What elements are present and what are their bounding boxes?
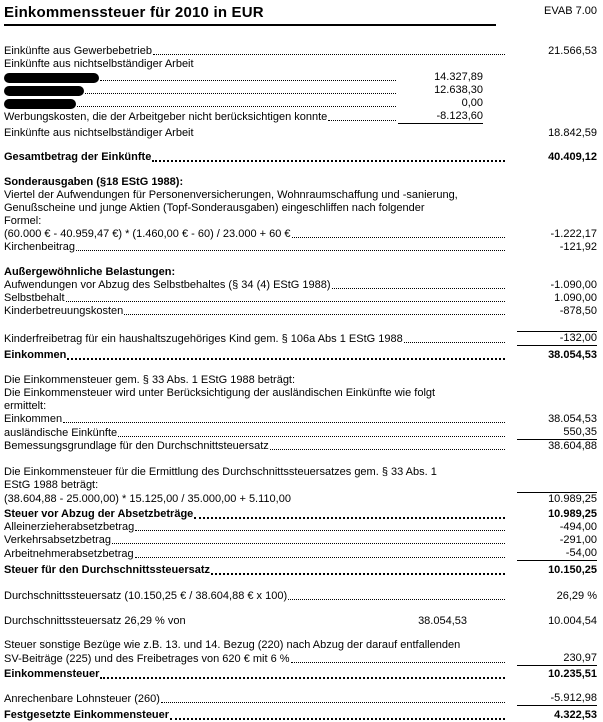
report-row xyxy=(4,426,597,440)
dot-leader xyxy=(211,573,505,575)
report-row xyxy=(4,400,597,413)
report-row xyxy=(4,668,597,681)
row-label: ausländische Einkünfte xyxy=(4,427,118,439)
right-value: -1.090,00 xyxy=(550,279,597,291)
row-label: ermittelt: xyxy=(4,400,47,412)
row-label: SV-Beiträge (225) und des Freibetrages von 620 € mit 6 % xyxy=(4,653,290,665)
report-row xyxy=(4,305,597,318)
mid-value: 0,00 xyxy=(461,97,483,109)
redaction-bar xyxy=(4,86,84,96)
report-row xyxy=(4,45,597,58)
row-label: Einkommensteuer xyxy=(4,668,100,680)
row-label: Viertel der Aufwendungen für Personenversicherungen, Wohnraumschaffung und -sanierung, xyxy=(4,189,458,201)
report-row xyxy=(4,692,597,706)
dot-leader xyxy=(152,160,505,162)
dot-leader xyxy=(135,557,505,558)
report-row xyxy=(4,97,597,110)
right-value: 230,97 xyxy=(517,652,597,666)
row-label: EStG 1988 beträgt: xyxy=(4,479,99,491)
report-row xyxy=(4,492,597,506)
report-row xyxy=(4,58,597,71)
dot-leader xyxy=(63,422,505,423)
row-label: Durchschnittssteuersatz (10.150,25 € / 38.604,88 € x 100) xyxy=(4,590,288,602)
right-value: 40.409,12 xyxy=(548,151,597,163)
row-label: Einkünfte aus nichtselbständiger Arbeit xyxy=(4,127,194,139)
report-row xyxy=(4,615,597,628)
dot-leader xyxy=(161,702,505,703)
report-row xyxy=(4,266,597,279)
report-header xyxy=(4,4,597,26)
right-value: 10.989,25 xyxy=(548,508,597,520)
dot-leader xyxy=(77,106,396,107)
report-row xyxy=(4,387,597,400)
dot-leader xyxy=(100,80,396,81)
right-value: 38.604,88 xyxy=(548,440,597,452)
dot-leader xyxy=(118,436,505,437)
right-value: 18.842,59 xyxy=(548,127,597,139)
report-row xyxy=(4,374,597,387)
dot-leader xyxy=(66,301,505,302)
dot-leader xyxy=(328,120,396,121)
right-value: -5.912,98 xyxy=(517,692,597,706)
report-row xyxy=(4,215,597,228)
report-row xyxy=(4,279,597,292)
report-row xyxy=(4,508,597,521)
redaction-bar xyxy=(4,99,76,109)
mid-value: -8.123,60 xyxy=(398,110,483,124)
report-row xyxy=(4,534,597,547)
right-value: -494,00 xyxy=(559,521,597,533)
row-label: Die Einkommensteuer für die Ermittlung des Durchschnittssteuersatzes gem. § 33 Abs. 1 xyxy=(4,466,437,478)
mid-value: 38.054,53 xyxy=(418,615,467,627)
report-row xyxy=(4,639,597,652)
row-label: Aufwendungen vor Abzug des Selbstbehaltes (§ 34 (4) EStG 1988) xyxy=(4,279,331,291)
row-label: Formel: xyxy=(4,215,42,227)
report-row xyxy=(4,292,597,305)
row-label: Außergewöhnliche Belastungen: xyxy=(4,266,176,278)
report-row xyxy=(4,228,597,241)
row-label: Werbungskosten, die der Arbeitgeber nicht berücksichtigen konnte xyxy=(4,111,328,123)
dot-leader xyxy=(135,530,505,531)
report-row xyxy=(4,440,597,453)
report-row xyxy=(4,547,597,561)
row-label: Einkünfte aus nichtselbständiger Arbeit xyxy=(4,58,194,70)
report-row xyxy=(4,176,597,189)
report-row xyxy=(4,709,597,722)
dot-leader xyxy=(270,449,505,450)
right-value: -121,92 xyxy=(559,241,597,253)
report-row xyxy=(4,466,597,479)
row-label: Selbstbehalt xyxy=(4,292,65,304)
right-value: -54,00 xyxy=(517,547,597,561)
row-label: Kinderfreibetrag für ein haushaltszugehöriges Kind gem. § 106a Abs 1 EStG 1988 xyxy=(4,333,403,345)
report-row xyxy=(4,331,597,346)
dot-leader xyxy=(332,288,505,289)
dot-leader xyxy=(112,543,505,544)
report-row xyxy=(4,71,597,84)
row-label: Die Einkommensteuer wird unter Berücksichtigung der ausländischen Einkünfte wie folgt xyxy=(4,387,436,399)
row-label: (60.000 € - 40.959,47 €) * (1.460,00 € - 60) / 23.000 + 60 € xyxy=(4,228,291,240)
right-value: -878,50 xyxy=(559,305,597,317)
row-label: Steuer sonstige Bezüge wie z.B. 13. und 14. Bezug (220) nach Abzug der darauf entfallenden xyxy=(4,639,461,651)
row-label: Steuer für den Durchschnittssteuersatz xyxy=(4,564,210,576)
dot-leader xyxy=(153,54,505,55)
dot-leader xyxy=(291,662,505,663)
report-row xyxy=(4,590,597,603)
report-row xyxy=(4,349,597,362)
right-value: 550,35 xyxy=(517,426,597,440)
row-label: Durchschnittssteuersatz 26,29 % von xyxy=(4,615,186,627)
row-label: Festgesetzte Einkommensteuer xyxy=(4,709,170,721)
dot-leader xyxy=(170,718,505,720)
row-label: Steuer vor Abzug der Absetzbeträge xyxy=(4,508,194,520)
dot-leader xyxy=(124,314,505,315)
row-label: Gesamtbetrag der Einkünfte xyxy=(4,151,152,163)
report-row xyxy=(4,84,597,97)
dot-leader xyxy=(67,358,505,360)
right-value: 4.322,53 xyxy=(554,709,597,721)
row-label: Kinderbetreuungskosten xyxy=(4,305,124,317)
right-value: 38.054,53 xyxy=(548,349,597,361)
row-label: Einkommen xyxy=(4,413,63,425)
report-row xyxy=(4,202,597,215)
right-value: 10.150,25 xyxy=(548,564,597,576)
dot-leader xyxy=(292,237,505,238)
right-value: -1.222,17 xyxy=(550,228,597,240)
row-label: Sonderausgaben (§18 EStG 1988): xyxy=(4,176,184,188)
dot-leader xyxy=(194,517,505,519)
row-label: Genußscheine und junge Aktien (Topf-Sonderausgaben) eingeschliffen nach folgender xyxy=(4,202,425,214)
dot-leader xyxy=(404,342,505,343)
report-row xyxy=(4,110,597,124)
mid-value: 12.638,30 xyxy=(434,84,483,96)
right-value: 10.004,54 xyxy=(548,615,597,627)
report-row xyxy=(4,652,597,666)
mid-value: 14.327,89 xyxy=(434,71,483,83)
right-value: 1.090,00 xyxy=(554,292,597,304)
row-label: Bemessungsgrundlage für den Durchschnittsteuersatz xyxy=(4,440,269,452)
right-value: 21.566,53 xyxy=(548,45,597,57)
row-label: Kirchenbeitrag xyxy=(4,241,75,253)
right-value: -291,00 xyxy=(559,534,597,546)
report-row xyxy=(4,521,597,534)
report-row xyxy=(4,479,597,492)
dot-leader xyxy=(85,93,396,94)
report-row xyxy=(4,127,597,140)
right-value: 10.235,51 xyxy=(548,668,597,680)
report-row xyxy=(4,189,597,202)
right-value: 26,29 % xyxy=(556,590,597,602)
right-value: 10.989,25 xyxy=(517,492,597,506)
row-label: Einkommen xyxy=(4,349,67,361)
row-label: (38.604,88 - 25.000,00) * 15.125,00 / 35.000,00 + 5.110,00 xyxy=(4,493,291,505)
report-row xyxy=(4,241,597,254)
row-label: Arbeitnehmerabsetzbetrag xyxy=(4,548,134,560)
dot-leader xyxy=(288,599,505,600)
page-title: Einkommenssteuer für 2010 in EUR xyxy=(4,4,496,26)
report-row xyxy=(4,151,597,164)
redaction-bar xyxy=(4,73,99,83)
row-label: Einkünfte aus Gewerbebetrieb xyxy=(4,45,152,57)
row-label: Anrechenbare Lohnsteuer (260) xyxy=(4,693,160,705)
right-value: 38.054,53 xyxy=(548,413,597,425)
report-rows xyxy=(4,45,597,722)
row-label: Verkehrsabsetzbetrag xyxy=(4,534,112,546)
row-label: Die Einkommensteuer gem. § 33 Abs. 1 EStG 1988 beträgt: xyxy=(4,374,296,386)
row-label: Alleinerzieherabsetzbetrag xyxy=(4,521,135,533)
app-version-label: EVAB 7.00 xyxy=(544,5,597,17)
report-row xyxy=(4,564,597,577)
report-row xyxy=(4,413,597,426)
dot-leader xyxy=(76,250,505,251)
dot-leader xyxy=(100,677,505,679)
right-value: -132,00 xyxy=(517,331,597,346)
